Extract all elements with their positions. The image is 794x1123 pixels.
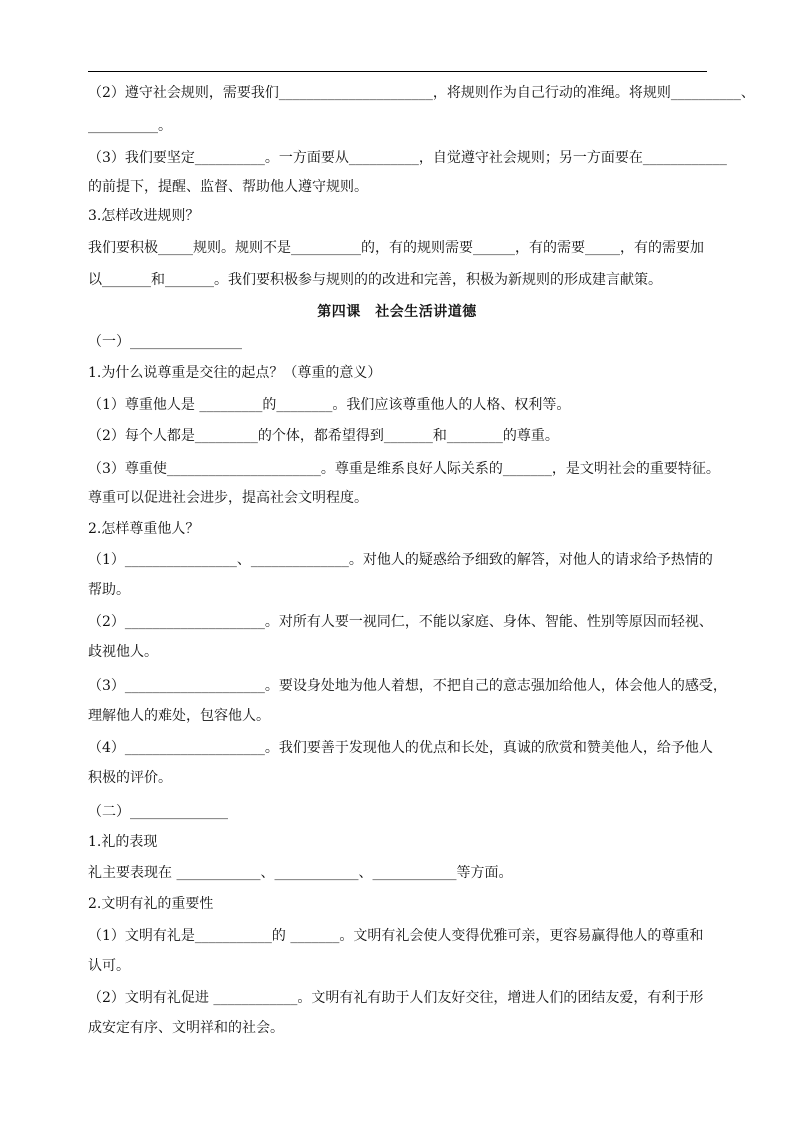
r1-line: 礼主要表现在 ____________、____________、____________等方面。 bbox=[88, 865, 513, 881]
q1-item1: （1）尊重他人是 _________的________。我们应该尊重他人的人格、权利等。 bbox=[88, 397, 571, 413]
q2-item4-cont: 积极的评价。 bbox=[88, 770, 172, 786]
lesson-title: 第四课 社会生活讲道德 bbox=[317, 304, 477, 320]
r1-heading: 1.礼的表现 bbox=[88, 834, 158, 850]
r2-item2-cont: 成安定有序、文明祥和的社会。 bbox=[88, 1020, 284, 1036]
q2-item4: （4）____________________。我们要善于发现他人的优点和长处，真诚的欣赏和赞美他人，给予他人 bbox=[88, 740, 713, 756]
q3-line1: 我们要积极_____规则。规则不是__________的，有的规则需要______，有的需要_____，有的需要加 bbox=[88, 240, 704, 256]
part1-label: （一）________________ bbox=[88, 334, 242, 350]
q2-item1: （1）________________、______________。对他人的疑惑给予细致的解答，对他人的请求给予热情的 bbox=[88, 552, 713, 568]
q3-heading: 3.怎样改进规则？ bbox=[88, 208, 200, 224]
r2-item2: （2）文明有礼促进 ____________。文明有礼有助于人们友好交往，增进人们的团结友爱，有利于形 bbox=[88, 990, 704, 1006]
part2-label: （二）______________ bbox=[88, 804, 228, 820]
q2-item1-cont: 帮助。 bbox=[88, 582, 130, 598]
header-rule bbox=[88, 71, 707, 72]
q2-item2: （2）____________________。对所有人要一视同仁，不能以家庭、身体、智能、性别等原因而轻视、 bbox=[88, 614, 713, 630]
q1-item3-cont: 尊重可以促进社会进步，提高社会文明程度。 bbox=[88, 490, 368, 506]
item2-line2: __________。 bbox=[88, 118, 172, 134]
q1-item2: （2）每个人都是_________的个体，都希望得到_______和________的尊重。 bbox=[88, 428, 559, 444]
item3-line1: （3）我们要坚定__________。一方面要从__________，自觉遵守社会规则；另一方面要在____________ bbox=[88, 150, 727, 166]
item3-line2: 的前提下，提醒、监督、帮助他人遵守规则。 bbox=[88, 179, 368, 195]
q1-heading: 1.为什么说尊重是交往的起点？（尊重的意义） bbox=[88, 365, 382, 381]
q2-item3: （3）____________________。要设身处地为他人着想，不把自己的意志强加给他人，体会他人的感受， bbox=[88, 678, 727, 694]
r2-heading: 2.文明有礼的重要性 bbox=[88, 896, 214, 912]
q1-item3: （3）尊重使______________________。尊重是维系良好人际关系的_______，是文明社会的重要特征。 bbox=[88, 461, 720, 477]
q2-item2-cont: 歧视他人。 bbox=[88, 644, 158, 660]
q3-line2: 以_______和_______。我们要积极参与规则的的改进和完善，积极为新规则的形成建言献策。 bbox=[88, 272, 662, 288]
q2-item3-cont: 理解他人的难处，包容他人。 bbox=[88, 708, 270, 724]
r2-item1: （1）文明有礼是___________的 _______。文明有礼会使人变得优雅可亲，更容易赢得他人的尊重和 bbox=[88, 928, 704, 944]
item2-line1: （2）遵守社会规则，需要我们______________________，将规则作为自己行动的准绳。将规则__________、 bbox=[88, 85, 755, 101]
q2-heading: 2.怎样尊重他人？ bbox=[88, 521, 200, 537]
r2-item1-cont: 认可。 bbox=[88, 958, 130, 974]
